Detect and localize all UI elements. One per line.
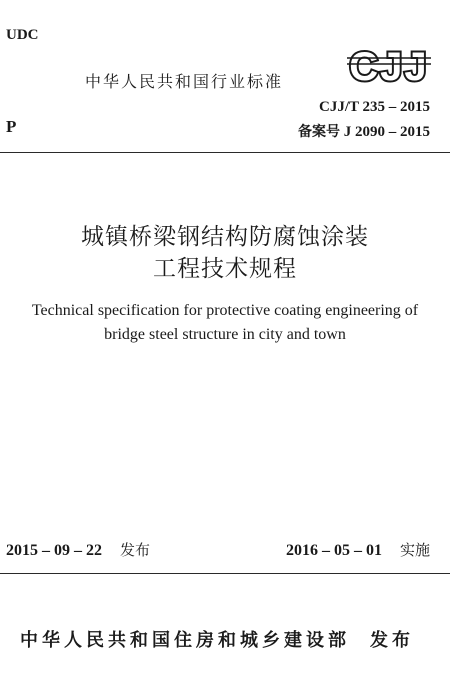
issue-date: 2015 – 09 – 22 [6, 542, 102, 559]
filing-number [298, 121, 430, 141]
effective-date: 2016 – 05 – 01 [285, 542, 382, 559]
title-cn-line2: 工程技术规程 [153, 256, 297, 282]
national-standard-label: 中华人民共和国行业标准 [85, 72, 284, 91]
title-en-line1: Technical specification for protective coating engineering of [31, 302, 419, 319]
category-label: P [6, 117, 17, 136]
effective-action: 实施 [399, 541, 430, 559]
udc-label: UDC [6, 27, 39, 43]
title-cn-line1: 城镇桥梁钢结构防腐蚀涂装 [81, 224, 369, 250]
top-divider [0, 152, 450, 153]
svg-text:CJJ: CJJ [349, 45, 429, 88]
issue-action: 发布 [120, 541, 151, 559]
filing-number-value: J 2090 – 2015 [343, 124, 430, 140]
title-en-line2: bridge steel structure in city and town [104, 326, 346, 343]
effective-date-block [286, 539, 430, 560]
bottom-divider [0, 573, 450, 574]
standard-number: CJJ/T 235 – 2015 [319, 99, 430, 115]
issuer-action: 发布 [370, 630, 414, 651]
issuer: 中华人民共和国住房和城乡建设部 [20, 630, 350, 651]
issue-date-block [6, 539, 150, 560]
cjj-logo [345, 44, 433, 88]
filing-label: 备案号 [298, 124, 340, 140]
